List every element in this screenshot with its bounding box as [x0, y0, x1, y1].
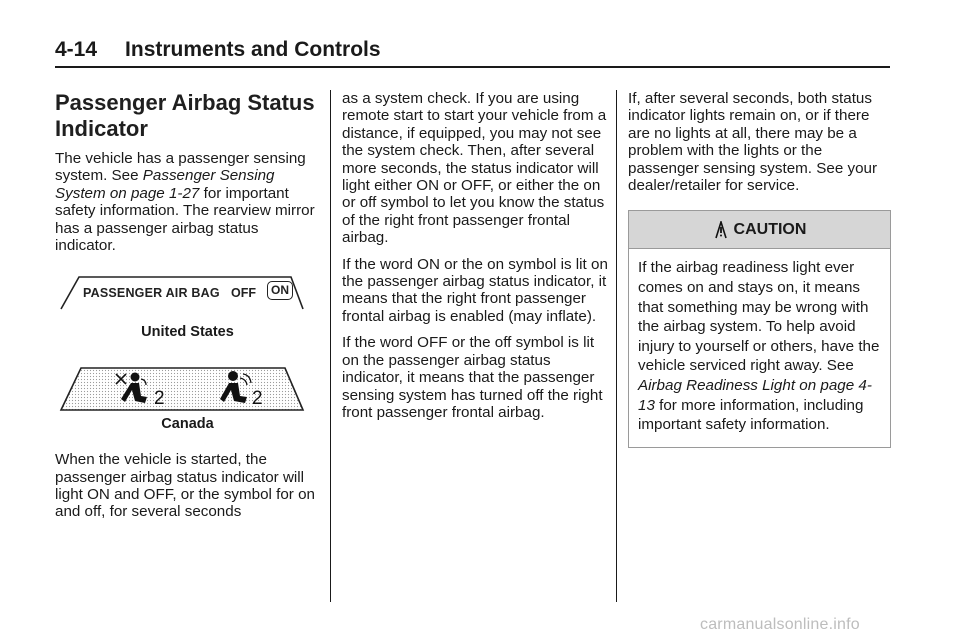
canada-indicator-panel [59, 366, 305, 412]
caution-cross-reference-link[interactable]: Airbag Readiness Light on page 4-13 [638, 377, 872, 414]
us-indicator-panel [59, 276, 305, 310]
page-number: 4-14 [55, 38, 98, 61]
figure-us-caption: United States [141, 324, 234, 341]
chapter-title: Instruments and Controls [125, 38, 381, 61]
column-3 [628, 90, 891, 448]
caution-box [628, 210, 891, 447]
caution-title: CAUTION [733, 221, 807, 239]
canada-seat-number-left: 2 [154, 387, 165, 409]
paragraph-system-check: as a system check. If you are using remote start to start your vehicle from a distance, if equipped, you may not see the system check. Then, after several more seconds, the status indicator will light either ON or OFF, or either the on or off symbol to let you know the status of the right front passenger frontal airbag. [342, 90, 607, 247]
column-divider-2 [616, 90, 617, 602]
figure-us-indicator [55, 276, 320, 341]
paragraph-started: When the vehicle is started, the passenger airbag status indicator will light ON and OFF, or the symbol for on and off, for several seconds [55, 451, 315, 521]
intro-paragraph: The vehicle has a passenger sensing system. See Passenger Sensing System on page 1-27 for important safety information. The rearview mirror has a passenger airbag status indicator. [55, 150, 315, 255]
section-title: Passenger Airbag Status Indicator [55, 90, 315, 141]
paragraph-on-lit: If the word ON or the on symbol is lit on the passenger airbag status indicator, it means that the right front passenger frontal airbag is enabled (may inflate). [342, 255, 608, 325]
watermark: carmanualsonline.info [700, 616, 860, 633]
us-indicator-label: PASSENGER AIR BAG [83, 286, 220, 301]
us-indicator-on: ON [267, 281, 293, 300]
canada-seat-number-right: 2 [252, 387, 263, 409]
figure-canada-indicator [55, 366, 320, 433]
us-indicator-off: OFF [231, 286, 256, 301]
header-rule [55, 66, 890, 68]
paragraph-lights-remain: If, after several seconds, both status indicator lights remain on, or if there are no lights at all, there may be a problem with the lights or the passenger sensing system. See your dealer/retailer for service. [628, 90, 878, 195]
paragraph-off-lit: If the word OFF or the off symbol is lit on the passenger airbag status indicator, it means that the passenger sensing system has turned off the right front passenger frontal airbag. [342, 334, 603, 421]
cross-reference-link[interactable]: Passenger Sensing System on page 1-27 [55, 167, 275, 202]
caution-header [629, 211, 890, 249]
page-header [55, 38, 890, 62]
figure-canada-caption: Canada [161, 415, 214, 432]
warning-icon [713, 221, 729, 239]
column-2 [342, 90, 610, 430]
caution-body: If the airbag readiness light ever comes on and stays on, it means that something may be wrong with the airbag system. To help avoid injury to yourself or others, have the vehicle serviced right away. See Airbag Readiness Light on page 4-13 for more information, including important safety information. [638, 259, 880, 434]
column-1 [55, 90, 320, 530]
column-divider-1 [330, 90, 331, 602]
